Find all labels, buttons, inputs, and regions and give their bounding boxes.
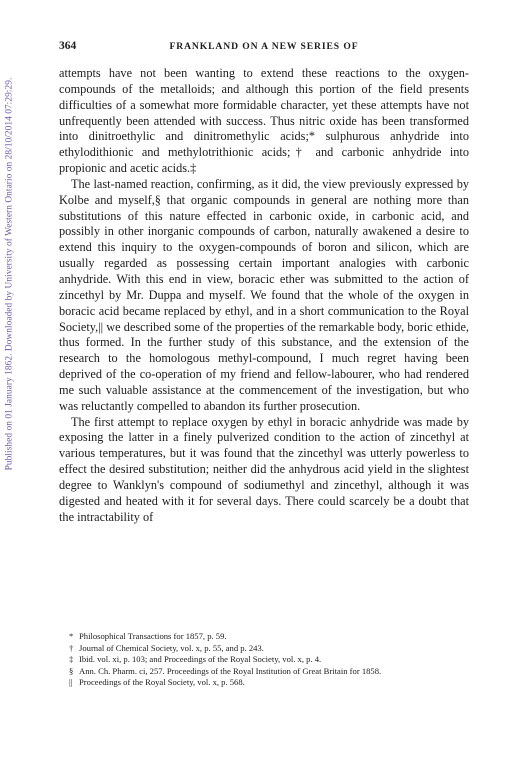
page-number: 364 xyxy=(59,40,77,52)
footnote xyxy=(59,631,469,643)
paragraph: The last-named reaction, confirming, as it did, the view previously expressed by Kolbe and myself,§ that organic compounds in general are nothing more than substitutions of this nature effected in carbonic oxide, in carbonic acid, and possibly in other inorganic compounds of carbon, naturally awakened a desire to extend this inquiry to the oxygen-compounds of boron and silicon, which are usually regarded as possessing certain important analogies with carbonic anhydride. With this end in view, boracic ether was submitted to the action of zincethyl by Mr. Duppa and myself. We found that the whole of the oxygen in boracic acid became replaced by ethyl, and in a short communication to the Royal Society,|| we described some of the properties of the remarkable body, boric ethide, thus formed. In the further study of this substance, and the extension of the research to the homologous methyl-compound, I much regret having been deprived of the co-operation of my friend and fellow-labourer, who had rendered me such valuable assistance at the commencement of the investigation, but who was reluctantly compelled to abandon its further prosecution. xyxy=(59,176,469,413)
download-provenance-stamp xyxy=(1,24,17,524)
footnote-text: Philosophical Transactions for 1857, p. 59. xyxy=(79,631,227,641)
paragraph: attempts have not been wanting to extend these reactions to the oxygen-compounds of the metalloids; and although this portion of the field presents difficulties of a somewhat more formidable character, yet these attempts have not unfrequently been attended with success. Thus nitric oxide has been transformed into dinitroethylic and dinitromethylic acids;* sulphurous anhydride into ethylodithionic and methylotrithionic acids;† and carbonic anhydride into propionic and acetic acids.‡ xyxy=(59,66,469,176)
footnote-mark: || xyxy=(69,677,73,687)
body-text xyxy=(59,66,469,525)
running-head: FRANKLAND ON A NEW SERIES OF xyxy=(169,41,359,52)
paragraph: The first attempt to replace oxygen by ethyl in boracic anhydride was made by exposing the latter in a finely pulverized condition to the action of zincethyl at various temperatures, but it was found that the zincethyl was utterly powerless to effect the desired substitution; neither did the anhydrous acid yield in the slightest degree to Wanklyn's compound of sodiumethyl and zincethyl, although it was digested and heated with it for several days. There could scarcely be a doubt that the intractability of xyxy=(59,414,469,524)
footnote-mark: § xyxy=(69,665,74,676)
footnote-mark: ‡ xyxy=(69,654,74,664)
footnote-text: Ann. Ch. Pharm. ci, 257. Proceedings of the Royal Institution of Great Britain for 1858. xyxy=(79,665,382,676)
page-header xyxy=(59,40,469,54)
footnotes xyxy=(59,631,469,689)
footnote-mark: † xyxy=(69,642,74,653)
footnote-text: Ibid. vol. xi, p. 103; and Proceedings of the Royal Society, vol. x, p. 4. xyxy=(79,654,322,664)
footnote-mark: * xyxy=(69,631,74,641)
footnote xyxy=(59,654,469,666)
footnote xyxy=(59,666,469,678)
footnote-text: Journal of Chemical Society, vol. x, p. 55, and p. 243. xyxy=(79,642,264,653)
footnote xyxy=(59,677,469,689)
download-provenance-text: Published on 01 January 1862. Downloaded by University of Western Ontario on 28/10/2014 07:29:29. xyxy=(4,77,14,471)
footnote-text: Proceedings of the Royal Society, vol. x, p. 568. xyxy=(79,677,245,687)
footnote xyxy=(59,643,469,655)
